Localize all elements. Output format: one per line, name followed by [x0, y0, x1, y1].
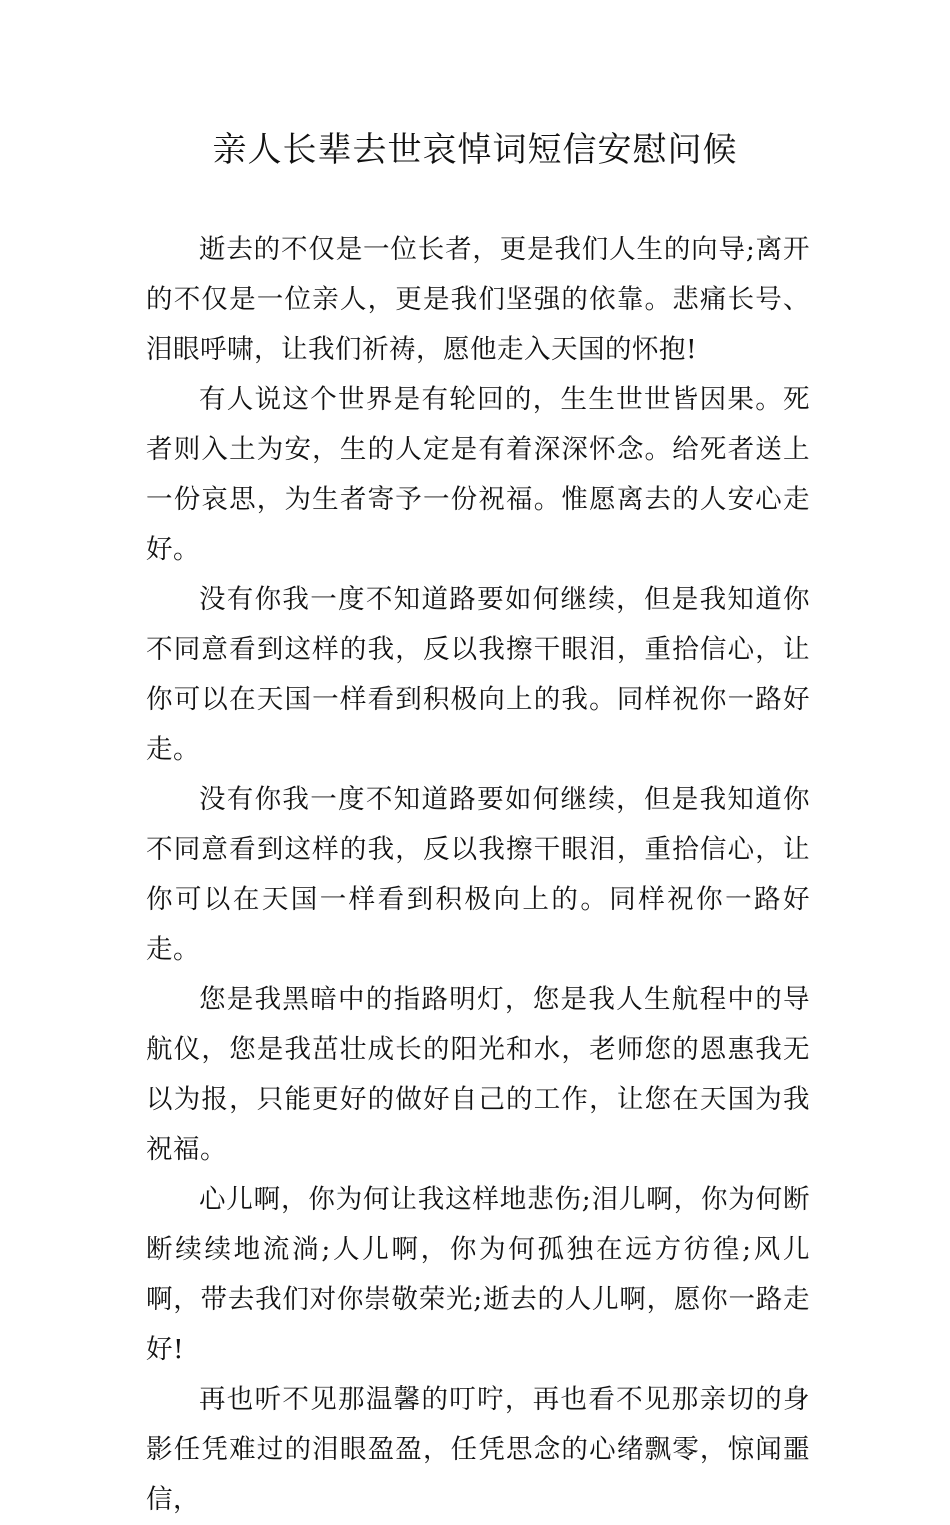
document-body: [146, 225, 810, 1525]
paragraph: 没有你我一度不知道路要如何继续，但是我知道你不同意看到这样的我，反以我擦干眼泪，重拾信心，让你可以在天国一样看到积极向上的我。同样祝你一路好走。: [146, 584, 810, 765]
paragraph: 再也听不见那温馨的叮咛，再也看不见那亲切的身影任凭难过的泪眼盈盈，任凭思念的心绪飘零，惊闻噩信，: [146, 1384, 810, 1515]
document-title: 亲人长辈去世哀悼词短信安慰问候: [212, 130, 738, 170]
paragraph: 没有你我一度不知道路要如何继续，但是我知道你不同意看到这样的我，反以我擦干眼泪，重拾信心，让你可以在天国一样看到积极向上的。同样祝你一路好走。: [146, 784, 810, 965]
paragraph: 您是我黑暗中的指路明灯，您是我人生航程中的导航仪，您是我茁壮成长的阳光和水，老师您的恩惠我无以为报，只能更好的做好自己的工作，让您在天国为我祝福。: [146, 984, 810, 1165]
paragraph: 有人说这个世界是有轮回的，生生世世皆因果。死者则入土为安，生的人定是有着深深怀念。给死者送上一份哀思，为生者寄予一份祝福。惟愿离去的人安心走好。: [146, 384, 810, 565]
paragraph: 逝去的不仅是一位长者，更是我们人生的向导;离开的不仅是一位亲人，更是我们坚强的依靠。悲痛长号、泪眼呼啸，让我们祈祷，愿他走入天国的怀抱!: [146, 234, 810, 365]
paragraph: 心儿啊，你为何让我这样地悲伤;泪儿啊，你为何断断续续地流淌;人儿啊，你为何孤独在远方彷徨;风儿啊，带去我们对你崇敬荣光;逝去的人儿啊，愿你一路走好!: [146, 1184, 810, 1365]
